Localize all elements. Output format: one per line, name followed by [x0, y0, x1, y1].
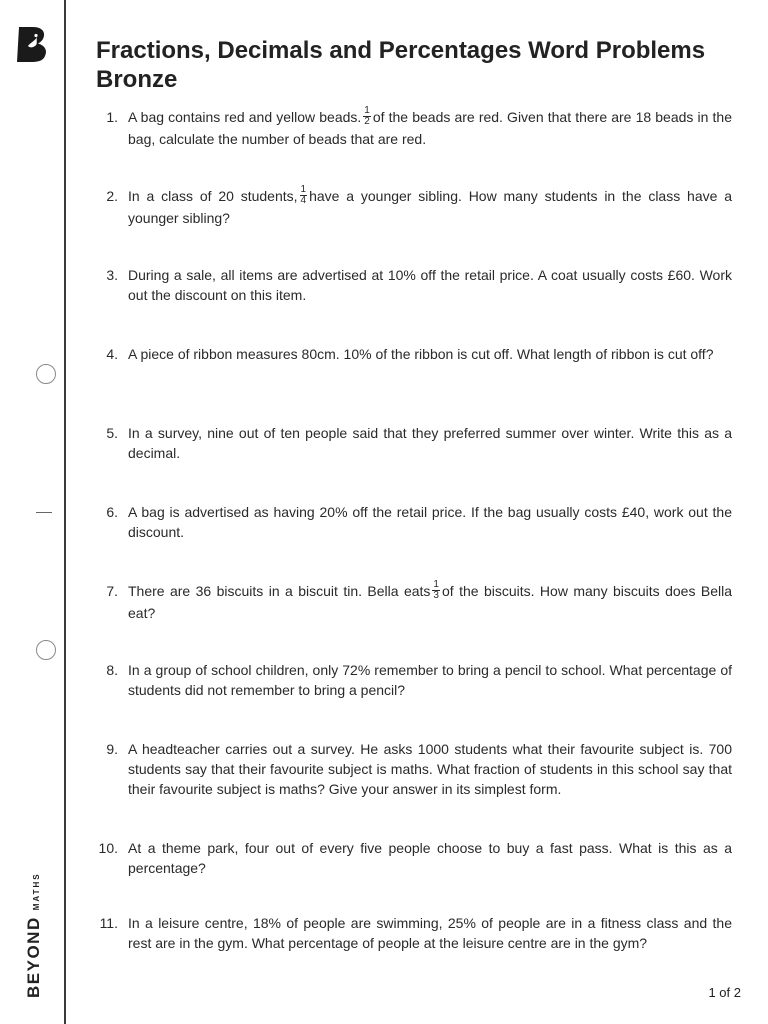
punch-hole: [36, 640, 56, 660]
brand-wordmark: [24, 872, 44, 998]
problem-text: In a survey, nine out of ten people said that they preferred summer over winter. Write this as a decimal.: [128, 425, 732, 461]
problem-number: 8.: [106, 662, 118, 678]
problem-text: [128, 104, 732, 149]
problem-number: 1.: [106, 109, 118, 125]
problem-text: In a leisure centre, 18% of people are swimming, 25% of people are in a fitness class and the rest are in the gym. What percentage of people at the leisure centre are in the gym?: [128, 915, 732, 951]
problem-text-before: There are 36 biscuits in a biscuit tin. Bella eats: [128, 583, 431, 599]
problem-number: 7.: [106, 583, 118, 599]
fraction: [432, 580, 440, 601]
fraction-denominator: 4: [300, 194, 307, 206]
fraction: [300, 185, 308, 206]
problem-item: [96, 913, 732, 953]
problem-number: 4.: [106, 346, 118, 362]
problem-text: A headteacher carries out a survey. He asks 1000 students what their favourite subject is. 700 students say that their favourite subject is maths. What fraction of students in this school say that their favourite subject is maths? Give your answer in its simplest form.: [128, 741, 732, 797]
fraction-denominator: 2: [364, 115, 370, 127]
fraction-numerator: 1: [300, 183, 307, 195]
beyond-logo-icon: [16, 24, 50, 64]
problem-item: [96, 183, 732, 228]
problem-number: 9.: [106, 741, 118, 757]
punch-hole: [36, 364, 56, 384]
problem-text: In a group of school children, only 72% remember to bring a pencil to school. What percentage of students did not remember to bring a pencil?: [128, 662, 732, 698]
problem-number: 6.: [106, 504, 118, 520]
problem-text-before: In a class of 20 students,: [128, 188, 298, 204]
problem-item: [96, 344, 732, 364]
fraction-denominator: 3: [433, 589, 439, 601]
problem-item: [96, 423, 732, 463]
fraction-numerator: 1: [433, 578, 439, 590]
problem-number: 10.: [98, 840, 118, 856]
problem-number: 5.: [106, 425, 118, 441]
page-number: 1 of 2: [708, 985, 741, 1000]
fold-mark: [36, 512, 52, 513]
problem-text: A bag is advertised as having 20% off the retail price. If the bag usually costs £40, work out the discount.: [128, 504, 732, 540]
margin-line: [64, 0, 66, 1024]
brand-sub: MATHS: [32, 872, 41, 911]
brand-main: BEYOND: [24, 916, 43, 998]
problem-number: 2.: [106, 188, 118, 204]
problem-text-after: of the biscuits. How many biscuits does Bella eat?: [128, 583, 732, 621]
problem-item: [96, 739, 732, 799]
problem-number: 11.: [99, 915, 118, 931]
problem-text: [128, 183, 732, 228]
problem-item: [96, 660, 732, 700]
problem-number: 3.: [106, 267, 118, 283]
page-title: Fractions, Decimals and Percentages Word Problems Bronze: [96, 37, 706, 93]
problem-text: At a theme park, four out of every five people choose to buy a fast pass. What is this as a percentage?: [128, 840, 732, 876]
problem-text-after: have a younger sibling. How many students in the class have a younger sibling?: [128, 188, 732, 226]
problem-item: [96, 578, 732, 623]
problem-item: [96, 502, 732, 542]
fraction: [363, 106, 371, 127]
problem-item: [96, 265, 732, 305]
fraction-numerator: 1: [364, 104, 370, 116]
problem-text: A piece of ribbon measures 80cm. 10% of the ribbon is cut off. What length of ribbon is cut off?: [128, 346, 714, 362]
problem-item: [96, 104, 732, 149]
problem-text: [128, 578, 732, 623]
problem-text-before: A bag contains red and yellow beads.: [128, 109, 362, 125]
problem-text: During a sale, all items are advertised at 10% off the retail price. A coat usually costs £60. Work out the discount on this item.: [128, 267, 732, 303]
problem-text-after: of the beads are red. Given that there are 18 beads in the bag, calculate the number of beads that are red.: [128, 109, 732, 147]
problem-item: [96, 838, 732, 878]
